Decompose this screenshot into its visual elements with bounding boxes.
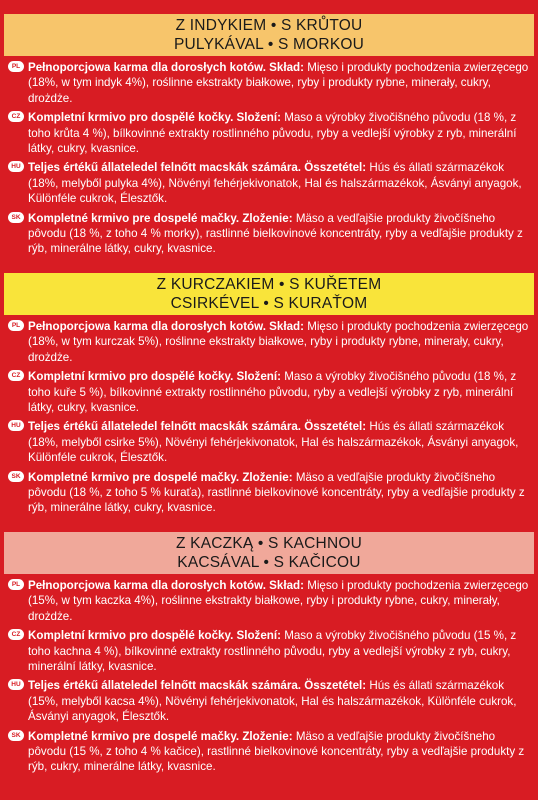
entry-hu <box>8 678 530 724</box>
language-badge: HU <box>8 161 24 172</box>
entry-pl <box>8 319 530 365</box>
entry-heading: Kompletné krmivo pre dospelé mačky. Zloženie: <box>28 729 293 743</box>
entry-text: Hús és állati származékok (15%, melyből kacsa 4%), Növényi fehérjekivonatok, Hal és halszármazékok, Különféle cukrok, Ásványi anyagok, Élesztők. <box>28 679 517 724</box>
entries-list <box>0 56 538 257</box>
language-badge: PL <box>8 320 24 331</box>
entry-text: Mäso a vedľajšie produkty živočíšneho pôvodu (18 %, z toho 5 % kuraťa), rastlinné bielkovinové koncentráty, ryby a vedľajšie produkty z rýb, minerálne látky, cukry, kvasnice. <box>28 470 525 515</box>
entry-text: Maso a výrobky živočišného původu (18 %, z toho kuře 5 %), bílkovinné extrakty rostlinného původu, ryby a vedlejší výrobky z ryb, minerální látky, cukry, kvasnice. <box>28 370 517 415</box>
language-badge: CZ <box>8 370 24 381</box>
entry-cz <box>8 369 530 415</box>
entry-text: Maso a výrobky živočišného původu (18 %, z toho krůta 4 %), bílkovinné extrakty rostlinného původu, ryby a vedlejší výrobky z ryb, minerální látky, cukry, kvasnice. <box>28 111 517 156</box>
flavor-banner-turkey <box>4 14 534 56</box>
flavor-banner-duck <box>4 532 534 574</box>
section-turkey <box>0 14 538 261</box>
entry-text: Mäso a vedľajšie produkty živočíšneho pôvodu (18 %, z toho 4 % morky), rastlinné bielkovinové koncentráty, ryby a vedľajšie produkty z rýb, minerálne látky, cukry, kvasnice. <box>28 211 523 256</box>
section-chicken <box>0 273 538 520</box>
entry-heading: Pełnoporcjowa karma dla dorosłych kotów. Skład: <box>28 579 304 592</box>
entry-heading: Kompletní krmivo pro dospělé kočky. Složení: <box>28 629 281 643</box>
entry-heading: Teljes értékű állateledel felnőtt macskák számára. Összetétel: <box>28 420 367 434</box>
entry-sk <box>8 470 530 516</box>
entry-heading: Kompletní krmivo pro dospělé kočky. Složení: <box>28 111 281 125</box>
banner-line-1: Z KACZKĄ • S KACHNOU <box>176 535 362 552</box>
banner-line-2: KACSÁVAL • S KAČICOU <box>177 554 361 571</box>
language-badge: CZ <box>8 111 24 122</box>
entry-heading: Teljes értékű állateledel felnőtt macskák számára. Összetétel: <box>28 161 367 175</box>
language-badge: SK <box>8 212 24 223</box>
section-duck <box>0 532 538 779</box>
entry-hu <box>8 419 530 465</box>
entry-text: Mięso i produkty pochodzenia zwierzęcego (15%, w tym kaczka 4%), roślinne ekstrakty białkowe, ryby i produkty rybne, cukry, minerały, drożdże. <box>28 579 529 623</box>
banner-line-2: CSIRKÉVEL • S KURAŤOM <box>170 295 368 312</box>
entry-text: Mäso a vedľajšie produkty živočíšneho pôvodu (15 %, z toho 4 % kačice), rastlinné bielkovinové koncentráty, ryby a vedľajšie produkty z rýb, cukry, minerálne látky, kvasnice. <box>28 729 525 774</box>
entry-text: Mięso i produkty pochodzenia zwierzęcego (18%, w tym indyk 4%), roślinne ekstrakty białkowe, ryby i produkty rybne, minerały, cukry, drożdże. <box>28 61 529 105</box>
entry-text: Maso a výrobky živočišného původu (15 %, z toho kachna 4 %), bílkovinné extrakty rostlinného původu, ryby a vedlejší výrobky z ryb, cukry, minerální látky, kvasnice. <box>28 629 517 674</box>
entry-sk <box>8 729 530 775</box>
entry-cz <box>8 628 530 674</box>
entry-pl <box>8 578 530 624</box>
entry-hu <box>8 160 530 206</box>
entry-heading: Kompletní krmivo pro dospělé kočky. Složení: <box>28 370 281 384</box>
entry-heading: Teljes értékű állateledel felnőtt macskák számára. Összetétel: <box>28 679 367 693</box>
entry-pl <box>8 60 530 106</box>
entry-text: Hús és állati származékok (18%, melyből csirke 5%), Növényi fehérjekivonatok, Hal és halszármazékok, Ásványi anyagok, Különféle cukrok, Élesztők. <box>28 420 519 465</box>
banner-line-1: Z KURCZAKIEM • S KUŘETEM <box>156 276 382 293</box>
entry-heading: Kompletné krmivo pre dospelé mačky. Zloženie: <box>28 211 293 225</box>
entry-sk <box>8 211 530 257</box>
banner-line-2: PULYKÁVAL • S MORKOU <box>173 36 365 53</box>
language-badge: HU <box>8 679 24 690</box>
entry-cz <box>8 110 530 156</box>
entry-text: Hús és állati származékok (18%, melyből pulyka 4%), Növényi fehérjekivonatok, Hal és halszármazékok, Ásványi anyagok, Különféle cukrok, Élesztők. <box>28 161 522 206</box>
flavor-banner-chicken <box>4 273 534 315</box>
entries-list <box>0 315 538 516</box>
entry-heading: Pełnoporcjowa karma dla dorosłych kotów. Skład: <box>28 320 304 333</box>
entry-text: Mięso i produkty pochodzenia zwierzęcego (18%, w tym kurczak 5%), roślinne ekstrakty białkowe, ryby i produkty rybne, minerały, cukry, drożdże. <box>28 320 529 364</box>
language-badge: SK <box>8 730 24 741</box>
language-badge: HU <box>8 420 24 431</box>
language-badge: PL <box>8 579 24 590</box>
banner-line-1: Z INDYKIEM • S KRŮTOU <box>175 17 363 34</box>
language-badge: PL <box>8 61 24 72</box>
language-badge: SK <box>8 471 24 482</box>
entries-list <box>0 574 538 775</box>
entry-heading: Pełnoporcjowa karma dla dorosłych kotów. Skład: <box>28 61 304 74</box>
language-badge: CZ <box>8 629 24 640</box>
entry-heading: Kompletné krmivo pre dospelé mačky. Zloženie: <box>28 470 293 484</box>
